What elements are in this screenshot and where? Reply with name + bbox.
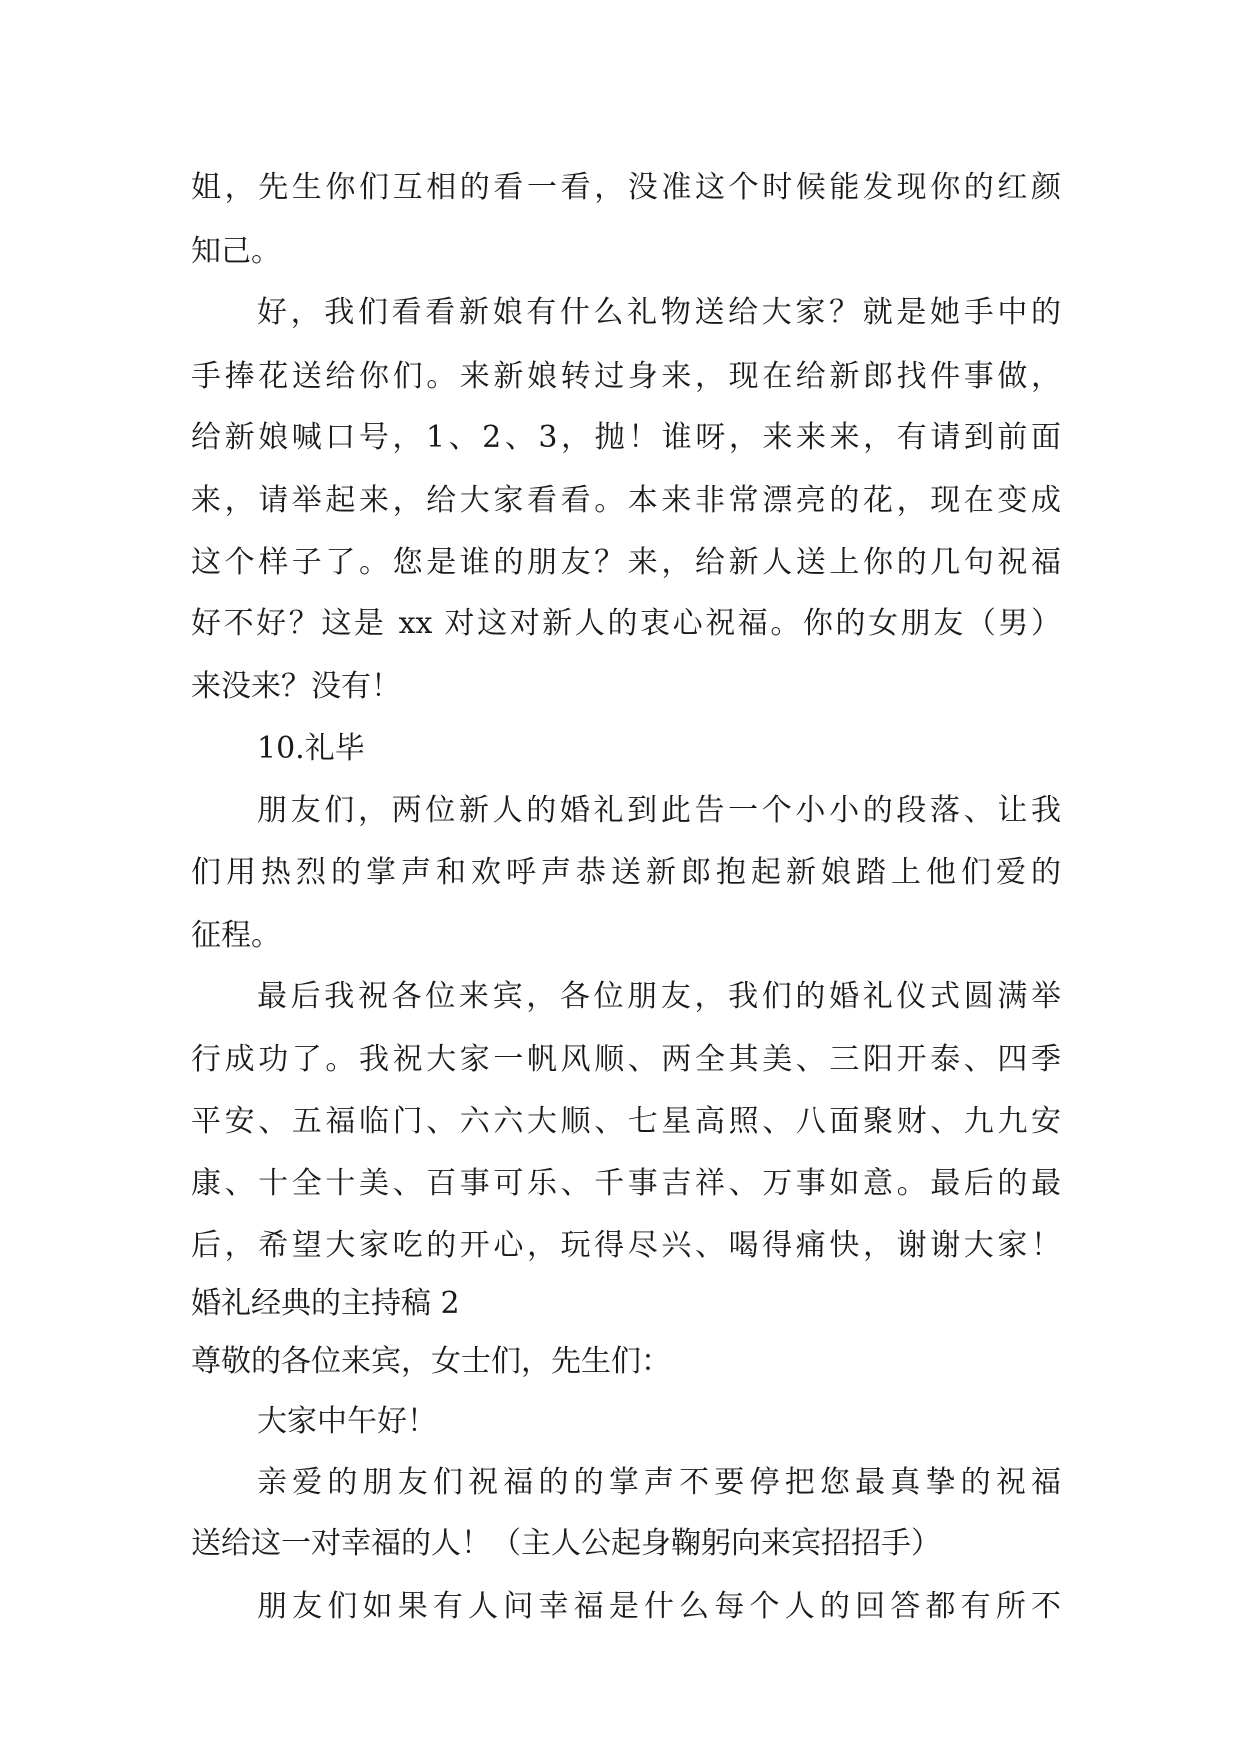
text-line: 征程。 [191,918,281,953]
text-line: 给新娘喊口号，1、2、3，抛！谁呀，来来来，有请到前面 [191,420,1061,455]
text-line: 送给这一对幸福的人！（主人公起身鞠躬向来宾招招手） [191,1526,941,1561]
text-line: 平安、五福临门、六六大顺、七星高照、八面聚财、九九安 [191,1104,1061,1139]
text-line: 这个样子了。您是谁的朋友？来，给新人送上你的几句祝福 [191,545,1061,580]
text-line: 大家中午好！ [257,1404,437,1439]
text-line: 康、十全十美、百事可乐、千事吉祥、万事如意。最后的最 [191,1166,1061,1201]
salutation: 尊敬的各位来宾，女士们，先生们： [191,1344,671,1379]
text-line: 亲爱的朋友们祝福的的掌声不要停把您最真挚的祝福 [257,1465,1061,1500]
text-line: 姐，先生你们互相的看一看，没准这个时候能发现你的红颜 [191,170,1061,205]
text-line: 行成功了。我祝大家一帆风顺、两全其美、三阳开泰、四季 [191,1042,1061,1077]
text-line: 们用热烈的掌声和欢呼声恭送新郎抱起新娘踏上他们爱的 [191,855,1061,890]
text-line: 最后我祝各位来宾，各位朋友，我们的婚礼仪式圆满举 [257,979,1061,1014]
section-heading: 10.礼毕 [257,731,365,766]
text-line: 手捧花送给你们。来新娘转过身来，现在给新郎找件事做， [191,359,1061,394]
text-line: 来，请举起来，给大家看看。本来非常漂亮的花，现在变成 [191,483,1061,518]
text-line: 好，我们看看新娘有什么礼物送给大家？就是她手中的 [257,295,1061,330]
document-heading: 婚礼经典的主持稿 2 [191,1286,460,1321]
text-line: 来没来？没有！ [191,669,401,704]
text-line: 朋友们如果有人问幸福是什么每个人的回答都有所不 [257,1589,1061,1624]
text-line: 好不好？这是 xx 对这对新人的衷心祝福。你的女朋友（男） [191,606,1061,641]
text-line: 知己。 [191,234,281,269]
text-line: 后，希望大家吃的开心，玩得尽兴、喝得痛快，谢谢大家！ [191,1228,1061,1263]
text-line: 朋友们，两位新人的婚礼到此告一个小小的段落、让我 [257,793,1061,828]
